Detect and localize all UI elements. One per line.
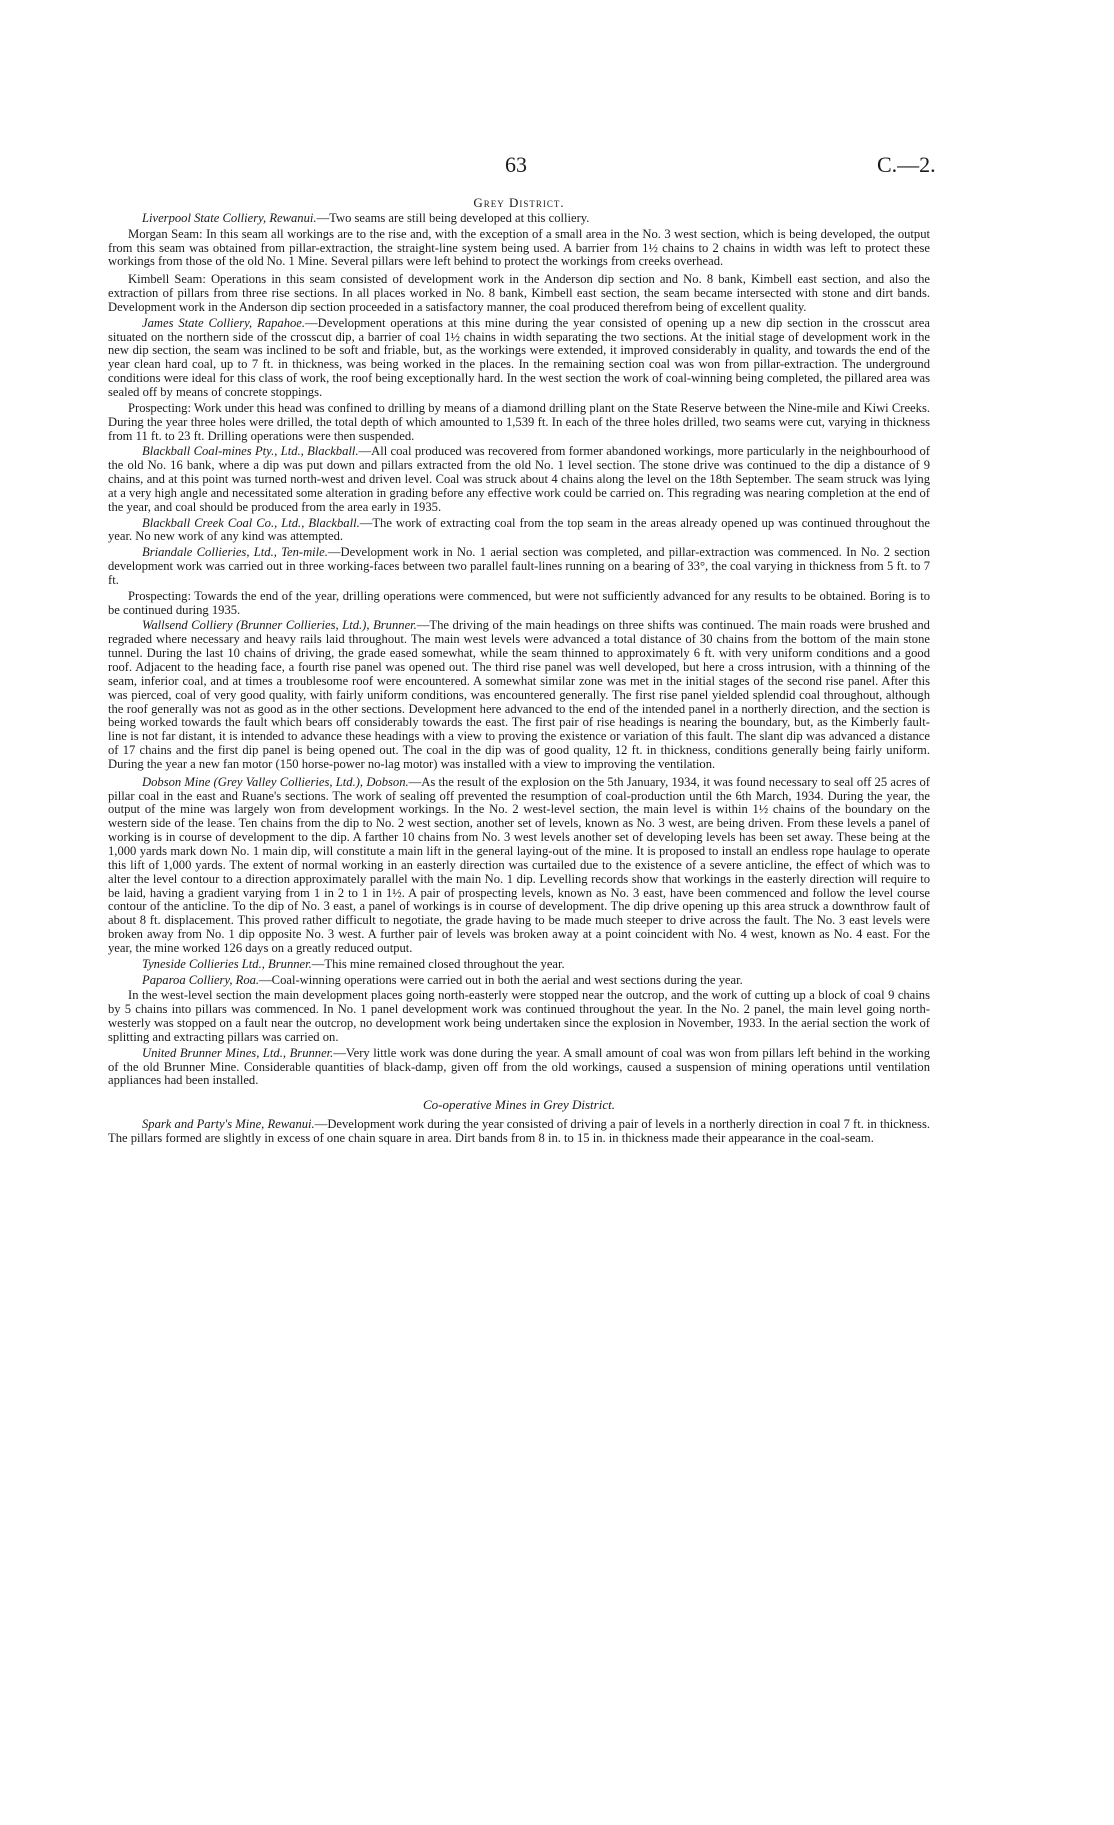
paragraph: [108, 445, 930, 514]
paragraph: [108, 228, 930, 270]
paragraph-lead: James State Colliery, Rapahoe.: [142, 315, 306, 330]
paragraph: [108, 619, 930, 771]
paragraph-text: Kimbell Seam: Operations in this seam consisted of development work in the Anderson dip section and No. 8 bank, Kimbell east section, and also the extraction of pillars from three rise sections. In all places worked in No. 8 bank, Kimbell east section, the seam became intersected with stone and dirt bands. Development work in the Anderson dip section proceeded in a satisfactory manner, the coal produced therefrom being of excellent quality.: [108, 272, 930, 314]
paragraph: [108, 989, 930, 1044]
paragraph-lead: Blackball Coal-mines Pty., Ltd., Blackball.: [142, 444, 359, 459]
section-heading: Grey District.: [473, 195, 565, 210]
paragraph-text: —This mine remained closed throughout the year.: [311, 956, 565, 971]
paragraph-lead: Wallsend Colliery (Brunner Collieries, Ltd.), Brunner.: [142, 618, 417, 633]
paragraph-text: —Coal-winning operations were carried out in both the aerial and west sections during the year.: [259, 972, 743, 987]
paragraph: [108, 590, 930, 618]
paragraph-text: —The work of extracting coal from the top seam in the areas already opened up was continued throughout the year. No new work of any kind was attempted.: [108, 515, 930, 544]
paragraph: [108, 974, 930, 988]
paragraph-lead: Tyneside Collieries Ltd., Brunner.: [142, 956, 312, 971]
paragraph: [108, 273, 930, 315]
subsection-heading: Co-operative Mines in Grey District.: [423, 1097, 615, 1113]
paragraph: [108, 776, 930, 956]
paragraph-text: —Development operations at this mine during the year consisted of opening up a new dip section in the crosscut area situated on the northern side of the crosscut dip, a barrier of coal 1½ chains in width separating the two sections. At the initial stage of development work in the new dip section, the seam was inclined to be soft and friable, but, as the workings were extended, it improved considerably in quality, and towards the end of the year clean hard coal, up to 7 ft. in thickness, was being worked in the places. In the remaining section coal was won from pillar-extraction. The underground conditions were ideal for this class of work, the roof being exceptionally hard. In the west section the work of coal-winning being completed, the pillared area was sealed off by means of concrete stoppings.: [108, 315, 930, 399]
paragraph: [108, 546, 930, 588]
paragraph: [108, 317, 930, 400]
paragraph-text: —Very little work was done during the year. A small amount of coal was won from pillars left behind in the working of the old Brunner Mine. Considerable quantities of black-damp, given off from the old workings, caused a suspension of mining operations until ventilation appliances had been installed.: [108, 1045, 930, 1088]
paragraph-text: —Development work in No. 1 aerial section was completed, and pillar-extraction was commenced. In No. 2 section development work was carried out in three working-faces between two parallel fault-lines running on a bearing of 33°, the coal varying in thickness from 5 ft. to 7 ft.: [108, 545, 930, 587]
paragraph-text: —The driving of the main headings on three shifts was continued. The main roads were brushed and regraded where necessary and heavy rails laid throughout. The main west levels were advanced a total distance of 30 chains from the bottom of the main stone tunnel. During the last 10 chains of driving, the grade eased somewhat, while the seam thinned to approximately 6 ft. with very uniform conditions and a good roof. Adjacent to the heading face, a fourth rise panel was opened out. The third rise panel was well developed, but here a cross intrusion, with a thinning of the seam, inferior coal, and at times a troublesome roof were encountered. A somewhat similar zone was met in the initial stages of the second rise panel. After this was pierced, coal of very good quality, with fairly uniform conditions, was encountered generally. The first rise panel yielded splendid coal throughout, although the roof generally was not as good as in the other sections. Development here advanced to the end of the intended panel in a northerly direction, and the section is being worked towards the fault which bears off considerably towards the east. The first pair of rise headings is nearing the boundary, but, as the Kimberly fault-line is not far distant, it is intended to advance these headings with a view to proving the existence or variation of this fault. The slant dip was advanced a distance of 17 chains and the first dip panel is being opened out. The coal in the dip was of good quality, 12 ft. in thickness, conditions generally being fairly uniform. During the year a new fan motor (150 horse-power no-lag motor) was installed with a view to improving the ventilation.: [108, 618, 930, 771]
paragraph-lead: Paparoa Colliery, Roa.: [142, 972, 260, 987]
paragraph-lead: United Brunner Mines, Ltd., Brunner.: [142, 1045, 334, 1060]
paragraph: [108, 1047, 930, 1089]
paragraph-lead: Dobson Mine (Grey Valley Collieries, Ltd.), Dobson.: [142, 774, 409, 789]
paragraph-text: Morgan Seam: In this seam all workings are to the rise and, with the exception of a small area in the No. 3 west section, which is being developed, the output from this seam was obtained from pillar-extraction, the straight-line system being used. A barrier from 1½ chains to 2 chains in width was left to protect these workings from those of the old No. 1 Mine. Several pillars were left behind to protect the workings from creeks overhead.: [108, 226, 930, 269]
paragraph-text: —Development work during the year consisted of driving a pair of levels in a northerly direction in coal 7 ft. in thickness. The pillars formed are slightly in excess of one chain square in area. Dirt bands from 8 in. to 15 in. in thickness made their appearance in the coal-seam.: [108, 1117, 931, 1145]
paragraph: [108, 212, 930, 226]
paragraph-text: Prospecting: Towards the end of the year, drilling operations were commenced, but were not sufficiently advanced for any results to be obtained. Boring is to be continued during 1935.: [108, 588, 930, 617]
paragraph-text: In the west-level section the main development places going north-easterly were stopped near the outcrop, and the work of cutting up a block of coal 9 chains by 5 chains into pillars was commenced. In No. 1 panel development work was continued throughout the year. In the No. 2 panel, the main level going north-westerly was stopped on a fault near the outcrop, no development work being undertaken since the explosion in November, 1933. In the aerial section the work of splitting and extracting pillars was carried on.: [108, 988, 930, 1044]
paragraph-lead: Briandale Collieries, Ltd., Ten-mile.: [142, 545, 328, 560]
paragraph-text: Prospecting: Work under this head was confined to drilling by means of a diamond drilling plant on the State Reserve between the Nine-mile and Kiwi Creeks. During the year three holes were drilled, the total depth of which amounted to 1,539 ft. In each of the three holes drilled, two seams were cut, varying in thickness from 11 ft. to 23 ft. Drilling operations were then suspended.: [108, 400, 930, 443]
paragraph-text: —All coal produced was recovered from former abandoned workings, more particularly in the neighbourhood of the old No. 16 bank, where a dip was put down and pillars extracted from the old No. 1 level section. The stone drive was continued to the dip a distance of 9 chains, and at this point was turned north-west and driven level. Coal was struck about 4 chains along the level on the 18th September. The seam struck was lying at a very high angle and necessitated some alteration in grading before any effective work could be carried on. This regrading was nearing completion at the end of the year, and coal should be produced from the area early in 1935.: [108, 444, 931, 514]
paragraph-lead: Spark and Party's Mine, Rewanui.: [142, 1117, 315, 1132]
page-body: [108, 196, 930, 1148]
paragraph-lead: Liverpool State Colliery, Rewanui.: [142, 210, 317, 225]
paragraph-lead: Blackball Creek Coal Co., Ltd., Blackball.: [142, 515, 360, 530]
paragraph: [108, 1118, 930, 1146]
paragraph: [108, 958, 930, 972]
paragraph-text: —Two seams are still being developed at this colliery.: [316, 210, 590, 225]
document-code: C.—2.: [877, 152, 936, 177]
paragraph: [108, 517, 930, 545]
paragraph: [108, 402, 930, 444]
page-number: 63: [505, 152, 527, 177]
paragraph-text: —As the result of the explosion on the 5th January, 1934, it was found necessary to seal off 25 acres of pillar coal in the east and Ruane's sections. The work of sealing off prevented the resumption of coal-production until the 6th March, 1934. During the year, the output of the mine was largely won from development workings. In the No. 2 west-level section, the main level is within 1½ chains of the boundary on the western side of the lease. Ten chains from the dip to No. 2 west section, another set of levels, known as No. 3 west, are being driven. From these levels a panel of working is in course of development to the dip. A farther 10 chains from No. 3 west levels another set of developing levels has been set away. These being at the 1,000 yards mark down No. 1 main dip, will constitute a main lift in the general laying-out of the mine. It is proposed to install an endless rope haulage to operate this lift of 1,000 yards. The extent of normal working in an easterly direction was curtailed due to the existence of a severe anticline, the effect of which was to alter the level contour to a direction approximately parallel with the main No. 1 dip. Levelling records show that workings in the easterly direction will require to be laid, having a gradient varying from 1 in 2 to 1 in 1½. A pair of prospecting levels, known as No. 3 east, have been commenced and follow the level course contour of the anticline. To the dip of No. 3 east, a panel of workings is in course of development. The dip drive opening up this area struck a downthrow fault of about 8 ft. displacement. This proved rather difficult to negotiate, the grade having to be made much steeper to drive across the fault. The No. 3 east levels were broken away from No. 1 dip opposite No. 3 west. A further pair of levels was broken away at a point coincident with No. 4 west, known as No. 4 east. For the year, the mine worked 126 days on a greatly reduced output.: [108, 774, 930, 955]
